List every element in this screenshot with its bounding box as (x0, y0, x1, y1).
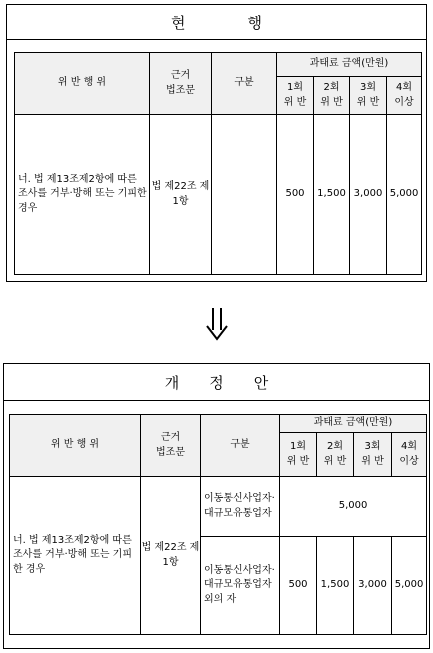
header-count-4 (392, 433, 427, 477)
header-count-3-line1: 3회 (364, 441, 381, 452)
revised-title-char-2: 정 (209, 373, 224, 392)
row-amount-1: 500 (280, 537, 317, 635)
header-count-4-line1: 4회 (396, 82, 413, 93)
header-category: 구분 (201, 415, 280, 477)
row-amount-3: 3,000 (350, 115, 387, 275)
row-amount-4: 5,000 (392, 537, 427, 635)
current-section-title (7, 5, 426, 40)
row-violation-text: 너. 법 제13조제2항에 따른 조사를 거부·방해 또는 기피한 경우 (15, 115, 150, 275)
header-basis-line1: 근거 (160, 432, 181, 443)
header-basis-line1: 근거 (170, 70, 191, 81)
header-category: 구분 (212, 53, 277, 115)
header-count-4-line2: 이상 (399, 455, 419, 467)
header-count-3-line2: 위 반 (361, 455, 384, 467)
header-count-1-line2: 위 반 (283, 96, 307, 108)
header-count-2-line2: 위 반 (323, 455, 347, 467)
header-count-1 (280, 433, 317, 477)
revised-section (3, 363, 430, 649)
row-basis-text: 법 제22조 제1항 (141, 477, 201, 635)
header-count-2-line1: 2회 (323, 82, 340, 93)
row-basis-text: 법 제22조 제1항 (150, 115, 212, 275)
header-violation: 위 반 행 위 (15, 53, 150, 115)
header-count-4-line1: 4회 (401, 441, 418, 452)
header-basis-line2: 법조문 (166, 84, 195, 96)
current-fine-table (14, 52, 422, 275)
row-amount-1: 500 (277, 115, 314, 275)
header-count-2 (314, 77, 350, 115)
revised-title-char-1: 개 (164, 373, 180, 392)
header-count-1-line1: 1회 (286, 82, 304, 93)
row-merged-amount: 5,000 (280, 477, 427, 537)
header-basis (150, 53, 212, 115)
header-count-3 (354, 433, 392, 477)
row-category-large-operators: 이동통신사업자·대규모유통업자 (201, 477, 280, 537)
header-count-2-line1: 2회 (326, 441, 344, 452)
row-amount-4: 5,000 (387, 115, 422, 275)
revised-fine-table (9, 414, 427, 635)
current-section (6, 4, 427, 282)
header-basis-line2: 법조문 (156, 446, 185, 458)
row-violation-text: 너. 법 제13조제2항에 따른 조사를 거부·방해 또는 기피한 경우 (10, 477, 141, 635)
header-count-1-line1: 1회 (289, 441, 307, 452)
row-amount-2: 1,500 (314, 115, 350, 275)
header-violation: 위 반 행 위 (10, 415, 141, 477)
header-count-3 (350, 77, 387, 115)
current-title-char-1: 현 (171, 13, 186, 32)
header-fine-amount: 과태료 금액(만원) (280, 415, 427, 433)
revised-title-char-3: 안 (253, 373, 269, 392)
down-double-arrow-icon (204, 306, 230, 342)
header-count-4 (387, 77, 422, 115)
row-amount-3: 3,000 (354, 537, 392, 635)
current-title-char-2: 행 (247, 13, 262, 32)
header-fine-amount: 과태료 금액(만원) (277, 53, 422, 77)
header-count-3-line2: 위 반 (356, 96, 380, 108)
header-count-4-line2: 이상 (394, 96, 414, 108)
header-count-1 (277, 77, 314, 115)
revised-section-title (4, 364, 429, 401)
row-amount-2: 1,500 (317, 537, 354, 635)
header-basis (141, 415, 201, 477)
row-category (212, 115, 277, 275)
header-count-3-line1: 3회 (359, 82, 377, 93)
row-category-other-operators: 이동통신사업자·대규모유통업자 외의 자 (201, 537, 280, 635)
header-count-2 (317, 433, 354, 477)
header-count-2-line2: 위 반 (320, 96, 343, 108)
header-count-1-line2: 위 반 (286, 455, 310, 467)
